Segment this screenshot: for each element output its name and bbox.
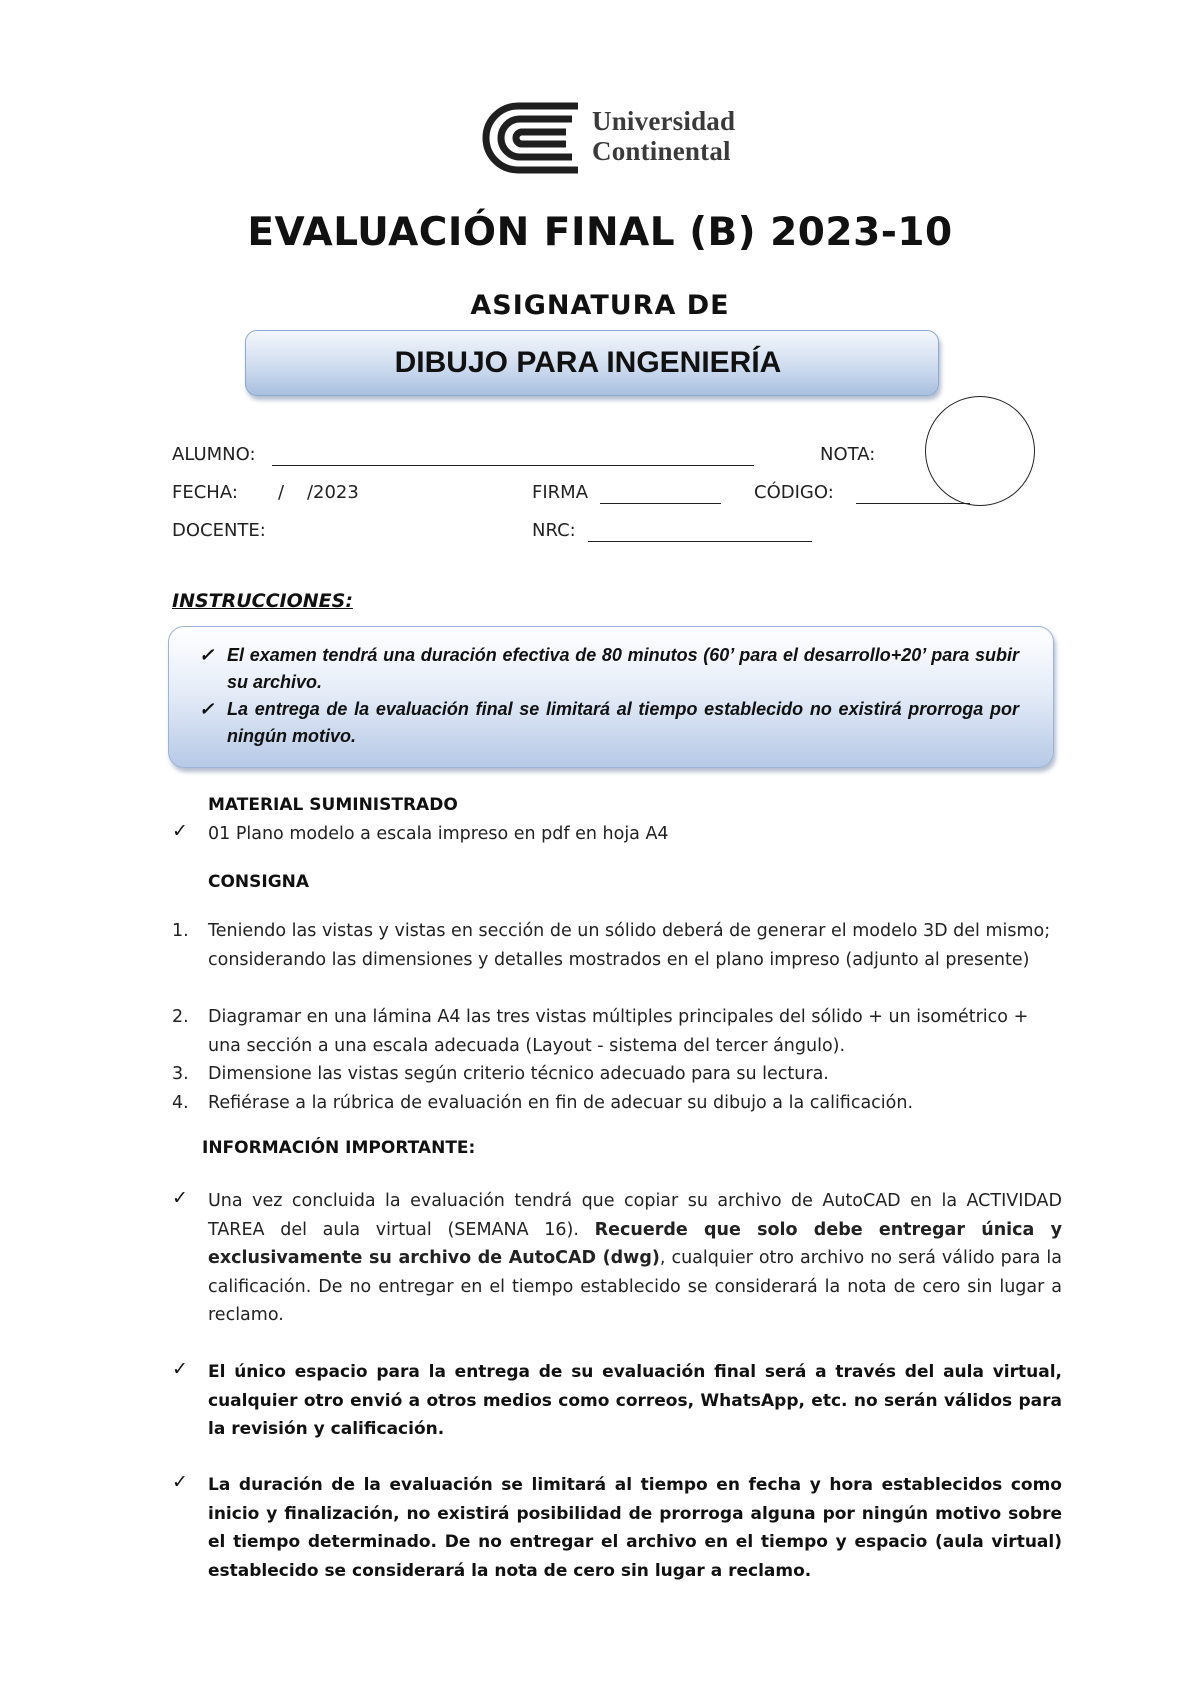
instruction-item bbox=[199, 642, 1019, 696]
instruction-text: El examen tendrá una duración efectiva de 80 minutos (60’ para el desarrollo+20’ para subir su archivo. bbox=[227, 645, 1019, 692]
university-logo bbox=[478, 100, 758, 180]
consigna-item bbox=[172, 1003, 1062, 1060]
check-icon: ✓ bbox=[199, 645, 215, 665]
consigna-number: 2. bbox=[172, 1007, 189, 1027]
info-item bbox=[208, 1187, 1062, 1330]
codigo-line[interactable] bbox=[856, 484, 970, 504]
nota-label: NOTA: bbox=[820, 444, 876, 465]
consigna-heading: CONSIGNA bbox=[208, 872, 310, 892]
check-icon: ✓ bbox=[172, 1359, 188, 1380]
info-heading: INFORMACIÓN IMPORTANTE: bbox=[202, 1138, 476, 1158]
docente-label: DOCENTE: bbox=[172, 520, 266, 541]
info-text-bold: Recuerde que solo debe entregar única y exclusivamente su archivo de AutoCAD (dwg) bbox=[208, 1219, 1062, 1268]
subject-banner bbox=[245, 330, 939, 396]
logo-text-line2: Continental bbox=[592, 136, 731, 166]
fecha-value[interactable]: / /2023 bbox=[278, 482, 359, 503]
instructions-heading: INSTRUCCIONES: bbox=[172, 590, 353, 612]
consigna-item bbox=[172, 1089, 1062, 1118]
nrc-line[interactable] bbox=[588, 522, 812, 542]
info-text: , cualquier otro archivo no será válido para la calificación. De no entregar en el tiempo establecido se considerará la nota de cero sin lugar a reclamo. bbox=[208, 1248, 1062, 1325]
info-item: La duración de la evaluación se limitará al tiempo en fecha y hora establecidos como inicio y finalización, no existirá posibilidad de prorroga alguna por ningún motivo sobre el tiempo determinado. De no entregar el archivo en el tiempo y espacio (aula virtual) establecido se considerará la nota de cero sin lugar a reclamo. bbox=[208, 1475, 1062, 1581]
check-icon: ✓ bbox=[199, 699, 215, 719]
consigna-text: Diagramar en una lámina A4 las tres vistas múltiples principales del sólido + un isométrico + una sección a una escala adecuada (Layout - sistema del tercer ángulo). bbox=[208, 1007, 1029, 1056]
exam-title: EVALUACIÓN FINAL (B) 2023-10 bbox=[247, 210, 953, 255]
check-icon: ✓ bbox=[172, 1188, 188, 1209]
check-icon: ✓ bbox=[172, 821, 188, 842]
alumno-line[interactable] bbox=[272, 446, 754, 466]
consigna-number: 1. bbox=[172, 921, 189, 941]
info-text: Una vez concluida la evaluación tendrá que copiar su archivo de AutoCAD en la ACTIVIDAD TAREA del aula virtual (SEMANA 16). bbox=[208, 1191, 1062, 1240]
fecha-label: FECHA: bbox=[172, 482, 238, 503]
material-item: 01 Plano modelo a escala impreso en pdf en hoja A4 bbox=[208, 824, 669, 844]
firma-label: FIRMA bbox=[532, 482, 589, 503]
instruction-text: La entrega de la evaluación final se limitará al tiempo establecido no existirá prorroga por ningún motivo. bbox=[227, 699, 1019, 746]
consigna-text: Refiérase a la rúbrica de evaluación en fin de adecuar su dibujo a la calificación. bbox=[208, 1093, 914, 1113]
firma-line[interactable] bbox=[600, 484, 721, 504]
nrc-label: NRC: bbox=[532, 520, 576, 541]
logo-text-line1: Universidad bbox=[592, 106, 736, 136]
instructions-box bbox=[168, 626, 1054, 768]
codigo-label: CÓDIGO: bbox=[754, 482, 834, 503]
material-heading: MATERIAL SUMINISTRADO bbox=[208, 795, 458, 815]
consigna-text: Teniendo las vistas y vistas en sección de un sólido deberá de generar el modelo 3D del mismo; considerando las dimensiones y detalles mostrados en el plano impreso (adjunto al presente) bbox=[208, 921, 1051, 970]
consigna-text: Dimensione las vistas según criterio técnico adecuado para su lectura. bbox=[208, 1064, 829, 1084]
consigna-number: 3. bbox=[172, 1064, 189, 1084]
instruction-item bbox=[199, 696, 1019, 750]
alumno-label: ALUMNO: bbox=[172, 444, 256, 465]
continental-logo-icon bbox=[478, 100, 582, 176]
consigna-item bbox=[172, 1060, 1062, 1089]
consigna-number: 4. bbox=[172, 1093, 189, 1113]
subject-prefix: ASIGNATURA DE bbox=[470, 290, 730, 321]
info-item: El único espacio para la entrega de su evaluación final será a través del aula virtual, cualquier otro envió a otros medios como correos, WhatsApp, etc. no serán válidos para la revisión y calificación. bbox=[208, 1362, 1062, 1439]
consigna-item bbox=[172, 917, 1062, 974]
subject-name: DIBUJO PARA INGENIERÍA bbox=[394, 346, 782, 379]
check-icon: ✓ bbox=[172, 1472, 188, 1493]
